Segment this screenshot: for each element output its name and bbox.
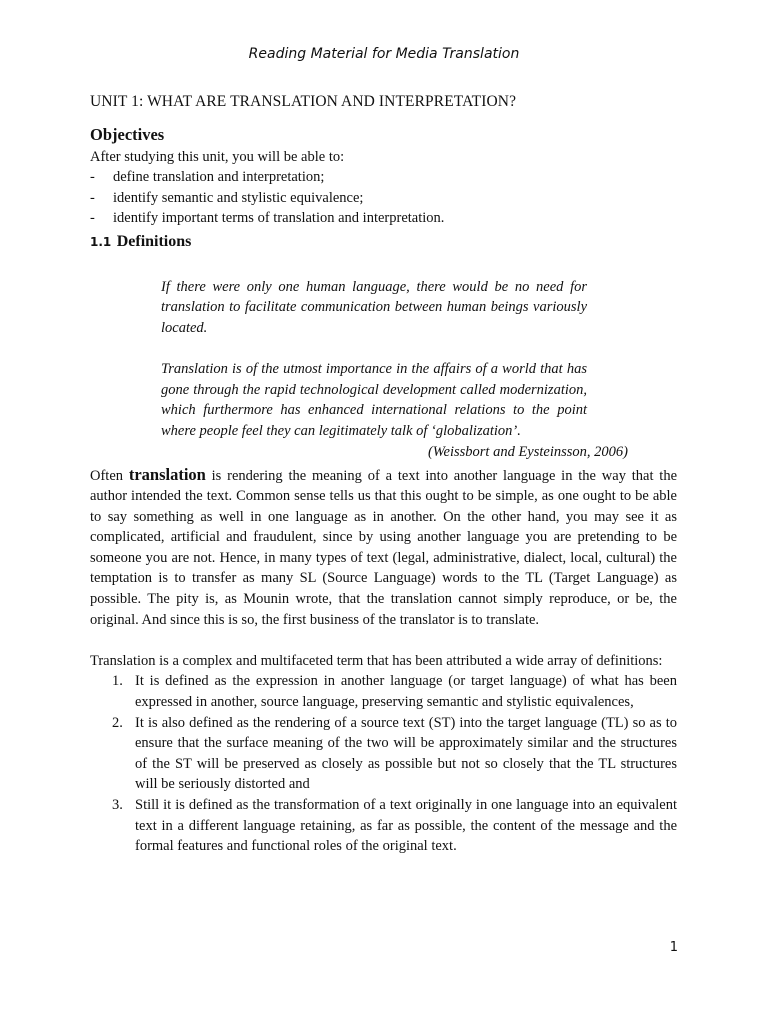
definitions-list (90, 671, 677, 856)
running-header: Reading Material for Media Translation (248, 46, 520, 62)
list-number: 2. (112, 714, 123, 731)
section-title: Definitions (116, 232, 192, 250)
paragraph-definitions-intro: Translation is a complex and multifaceted term that has been attributed a wide array of definitions: (90, 652, 663, 669)
list-item (90, 671, 677, 712)
paragraph-translation (90, 465, 677, 631)
definition-text: Still it is defined as the transformation of a text originally in one language into an equivalent text in a different language retaining, as far as possible, the content of the message and the formal features and functional roles of the original text. (135, 797, 677, 855)
paragraph-lead: Often (90, 467, 129, 484)
key-term: translation (128, 464, 206, 484)
objectives-list (90, 167, 677, 229)
objectives-heading: Objectives (90, 124, 165, 144)
list-item (90, 795, 677, 857)
quote-paragraph: Translation is of the utmost importance in the affairs of a world that has gone through the rapid technological development called modernization, which furthermore has enhanced international relations to the point where people feel they can legitimately talk of ‘globalization’. (161, 360, 587, 439)
objective-text: identify semantic and stylistic equivalence; (113, 189, 364, 206)
quote-paragraph: If there were only one human language, there would be no need for translation to facilitate communication between human beings variously located. (161, 278, 587, 336)
definition-text: It is defined as the expression in another language (or target language) of what has been expressed in another, source language, preserving semantic and stylistic equivalences, (135, 673, 677, 711)
dash-bullet: - (90, 169, 95, 186)
list-item (90, 188, 677, 209)
dash-bullet: - (90, 210, 95, 227)
epigraph-quote (161, 277, 587, 442)
list-item (90, 713, 677, 795)
list-number: 1. (112, 673, 123, 690)
objective-text: define translation and interpretation; (113, 169, 325, 186)
quote-citation: (Weissbort and Eysteinsson, 2006) (427, 443, 628, 460)
page-number: 1 (669, 940, 678, 955)
list-item (90, 167, 677, 188)
objectives-intro: After studying this unit, you will be able to: (90, 148, 345, 165)
objective-text: identify important terms of translation and interpretation. (113, 210, 445, 227)
page-content (90, 92, 677, 857)
unit-title: UNIT 1: WHAT ARE TRANSLATION AND INTERPRETATION? (90, 93, 517, 110)
definition-text: It is also defined as the rendering of a source text (ST) into the target language (TL) so as to ensure that the surface meaning of the two will be approximately similar and the structures of the ST will be preserved as closely as possible but not so closely that the TL structures will be seriously distorted and (135, 714, 677, 793)
dash-bullet: - (90, 189, 95, 206)
list-item (90, 208, 677, 229)
definitions-heading (90, 229, 677, 253)
list-number: 3. (112, 797, 123, 813)
section-number: 1.1 (90, 234, 112, 249)
paragraph-gap (90, 630, 677, 651)
paragraph-rest: is rendering the meaning of a text into another language in the way that the author intended the text. Common sense tells us that this ought to be simple, as one ought to be able to say something as well in one language as in another. On the other hand, you may see it as complicated, artificial and fraudulent, since by using another language you are pretending to be someone you are not. Hence, in many types of text (legal, administrative, dialect, local, cultural) the temptation is to transfer as many SL (Source Language) words to the TL (Target Language) as possible. The pity is, as Mounin wrote, that the translation cannot simply reproduce, or be, the original. And since this is so, the first business of the translator is to translate. (90, 467, 678, 628)
